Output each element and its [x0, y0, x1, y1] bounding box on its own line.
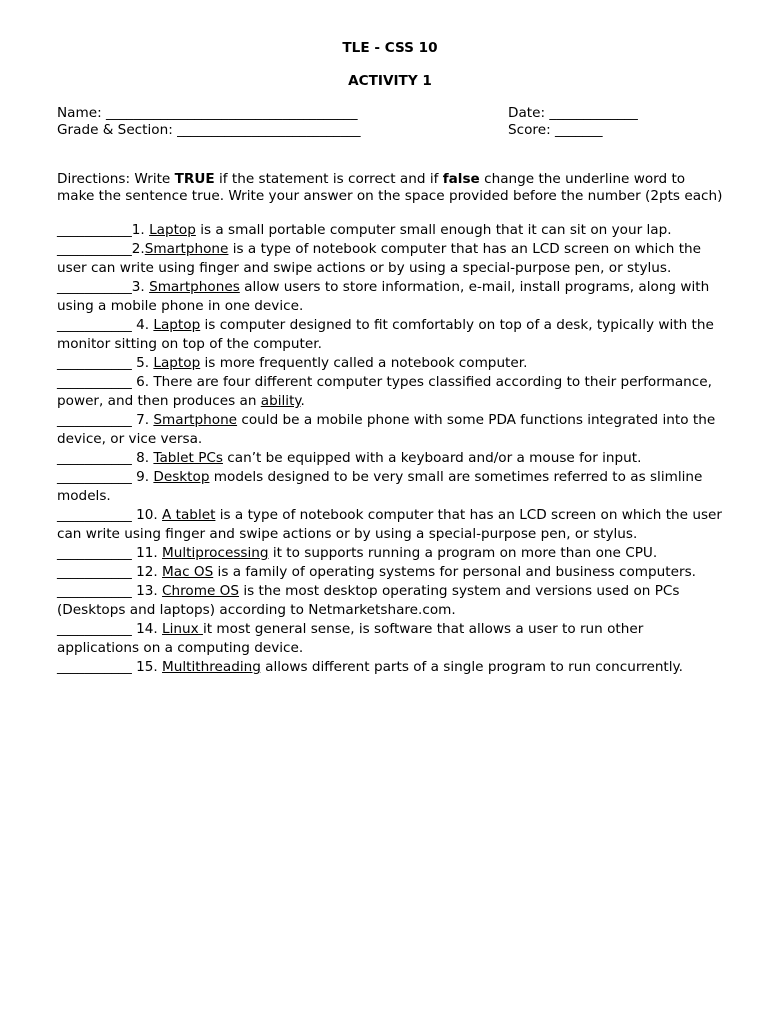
score-field: Score: _______ [508, 121, 603, 138]
underlined-term: Multiprocessing [162, 545, 269, 561]
underlined-term: Multithreading [162, 659, 261, 675]
underlined-term: Linux [162, 621, 203, 637]
directions: Directions: Write TRUE if the statement is correct and if false change the underline word to make the sentence true. Write your answer on the space provided before the number (2pts each) [57, 171, 723, 204]
question-item: ___________ 10. A tablet is a type of notebook computer that has an LCD screen on which the user can write using finger and swipe actions or by using a special-purpose pen, or stylus. [57, 507, 723, 542]
question-item: ___________ 6. There are four different computer types classified according to their performance, power, and then produces an ability. [57, 374, 712, 409]
underlined-term: ability [260, 393, 301, 409]
question-item: ___________ 12. Mac OS is a family of operating systems for personal and business computers. [57, 564, 696, 580]
date-field: Date: _____________ [508, 105, 638, 121]
question-item: ___________ 9. Desktop models designed to be very small are sometimes referred to as slimline models. [57, 469, 703, 504]
question-item: ___________ 14. Linux it most general sense, is software that allows a user to run other applications on a computing device. [57, 621, 644, 656]
true-keyword: TRUE [174, 171, 215, 187]
question-item: ___________ 8. Tablet PCs can’t be equipped with a keyboard and/or a mouse for input. [57, 450, 642, 466]
question-item: ___________ 4. Laptop is computer designed to fit comfortably on top of a desk, typically with the monitor sitting on top of the computer. [57, 317, 714, 352]
underlined-term: Laptop [153, 355, 201, 371]
worksheet-page [57, 38, 723, 677]
question-item: ___________1. Laptop is a small portable computer small enough that it can sit on your lap. [57, 222, 672, 238]
underlined-term: Desktop [153, 469, 210, 485]
underlined-term: Chrome OS [162, 583, 240, 599]
activity-title: ACTIVITY 1 [348, 73, 432, 89]
underlined-term: Mac OS [162, 564, 214, 580]
underlined-term: Laptop [149, 222, 196, 238]
underlined-term: A tablet [162, 507, 216, 523]
student-info [57, 105, 723, 138]
question-item: ___________ 11. Multiprocessing it to supports running a program on more than one CPU. [57, 545, 658, 561]
underlined-term: Smartphones [149, 279, 240, 295]
document-title: TLE - CSS 10 [342, 40, 438, 56]
name-field: Name: _____________________________________ [57, 105, 358, 121]
question-list [57, 221, 723, 677]
underlined-term: Tablet PCs [153, 450, 223, 466]
false-keyword: false [442, 171, 480, 187]
question-item: ___________ 15. Multithreading allows different parts of a single program to run concurrently. [57, 659, 683, 675]
question-item: ___________ 7. Smartphone could be a mobile phone with some PDA functions integrated into the device, or vice versa. [57, 412, 716, 447]
question-item: ___________ 13. Chrome OS is the most desktop operating system and versions used on PCs (Desktops and laptops) according to Netmarketshare.com. [57, 583, 680, 618]
underlined-term: Laptop [153, 317, 201, 333]
question-item: ___________2.Smartphone is a type of notebook computer that has an LCD screen on which the user can write using finger and swipe actions or by using a special-purpose pen, or stylus. [57, 241, 702, 276]
question-item: ___________3. Smartphones allow users to store information, e-mail, install programs, along with using a mobile phone in one device. [57, 279, 710, 314]
underlined-term: Smartphone [153, 412, 238, 428]
question-item: ___________ 5. Laptop is more frequently called a notebook computer. [57, 355, 528, 371]
underlined-term: Smartphone [144, 241, 229, 257]
grade-section-field: Grade & Section: ___________________________ [57, 121, 361, 138]
